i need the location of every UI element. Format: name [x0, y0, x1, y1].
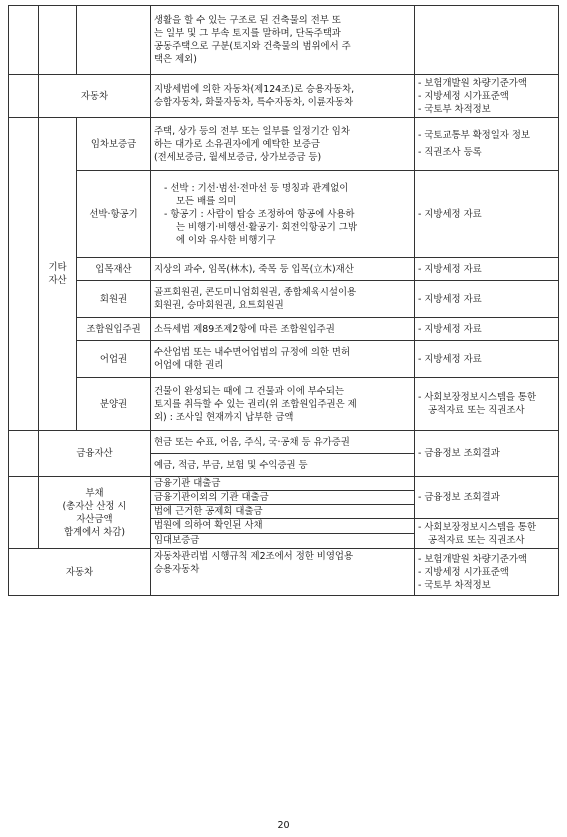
lease-deposit-description	[151, 118, 415, 171]
fishing-right-label: 어업권	[77, 341, 151, 378]
row-vehicle	[9, 75, 559, 118]
text-line: - 지방세정 시가표준액	[418, 90, 509, 102]
text-line: (전세보증금, 월세보증금, 상가보증금 등)	[154, 151, 322, 163]
text-line: - 지방세정 시가표준액	[418, 566, 509, 578]
union-member-description: 소득세법 제89조제2항에 따른 조합원입주권	[151, 318, 415, 341]
blank-cell	[9, 431, 39, 477]
text-line: - 보험개발원 차량기준가액	[418, 553, 527, 565]
financial-description-1: 현금 또는 수표, 어음, 주식, 국·공채 등 유가증권	[151, 431, 415, 454]
text-line: 자산	[48, 275, 67, 286]
pre-sale-label: 분양권	[77, 378, 151, 431]
standing-timber-description: 지상의 과수, 임목(林木), 죽목 등 입목(立木)재산	[151, 258, 415, 281]
union-member-source: - 지방세정 자료	[415, 318, 559, 341]
text-line: 골프회원권, 콘도미니엄회원권, 종합체육시설이용	[154, 287, 357, 298]
vehicle-sources	[415, 75, 559, 118]
ship-aircraft-description	[151, 171, 415, 258]
car-label: 자동차	[9, 549, 151, 596]
blank-cell	[77, 6, 151, 75]
text-line: 자산금액	[76, 513, 113, 525]
row-standing-timber	[9, 258, 559, 281]
text-line: 택은 제외)	[154, 54, 197, 65]
financial-source: - 금융정보 조회결과	[415, 431, 559, 477]
liability-item: 법에 근거한 공제회 대출금	[151, 505, 415, 519]
row-liability-1	[9, 477, 559, 491]
financial-label: 금융자산	[39, 431, 151, 477]
liability-item: 금융기관이외의 기관 대출금	[151, 491, 415, 505]
vehicle-label: 자동차	[39, 75, 151, 118]
liability-item: 법원에 의하여 확인된 사채	[151, 519, 415, 534]
text-line: 에 이와 유사한 비행기구	[176, 234, 276, 246]
car-description	[151, 549, 415, 596]
text-line: 주택, 상가 등의 전부 또는 일부를 일정기간 임차	[154, 125, 350, 137]
text-line: 는 일부 및 그 부속 토지를 말하며, 단독주택과	[154, 28, 341, 39]
text-line: 모든 배를 의미	[176, 195, 237, 207]
text-line: 부채	[85, 487, 104, 499]
text-line: - 선박 : 기선·범선·전마선 등 명칭과 관계없이	[164, 182, 349, 194]
row-car	[9, 549, 559, 596]
text-line: - 국토부 차적정보	[418, 103, 491, 115]
blank-cell	[9, 6, 39, 75]
text-line: 어업에 대한 권리	[154, 360, 224, 371]
text-line: 수산업법 또는 내수면어업법의 규정에 의한 면허	[154, 347, 351, 358]
row-pre-sale	[9, 378, 559, 431]
text-line: 는 비행기·비행선·활공기· 회전익항공기 그밖	[176, 221, 357, 233]
text-line: - 사회보장정보시스템을 통한	[418, 392, 537, 403]
fishing-right-description	[151, 341, 415, 378]
car-sources	[415, 549, 559, 596]
liabilities-source-1: - 금융정보 조회결과	[415, 477, 559, 519]
standing-timber-source: - 지방세정 자료	[415, 258, 559, 281]
text-line: - 보험개발원 차량기준가액	[418, 77, 527, 89]
blank-cell	[39, 6, 77, 75]
text-line: (총자산 산정 시	[62, 500, 127, 512]
fishing-right-source: - 지방세정 자료	[415, 341, 559, 378]
vehicle-description	[151, 75, 415, 118]
row-ship-aircraft	[9, 171, 559, 258]
text-line: - 국토교통부 확정일자 정보	[418, 130, 530, 141]
blank-cell	[9, 118, 39, 431]
text-line: 생활을 할 수 있는 구조로 된 건축물의 전부 또	[154, 15, 341, 26]
union-member-label: 조합원입주권	[77, 318, 151, 341]
ship-aircraft-source: - 지방세정 자료	[415, 171, 559, 258]
page-number: 20	[277, 820, 290, 831]
liability-item: 금융기관 대출금	[151, 477, 415, 491]
other-assets-group-label	[39, 118, 77, 431]
text-line: 건물이 완성되는 때에 그 건물과 이에 부수되는	[154, 385, 344, 397]
standing-timber-label: 입목재산	[77, 258, 151, 281]
text-line: 회원권, 승마회원권, 요트회원권	[154, 300, 284, 311]
liabilities-label	[39, 477, 151, 549]
text-line: 공적자료 또는 직권조사	[428, 534, 525, 546]
blank-cell	[9, 477, 39, 549]
text-line: 기타	[48, 262, 67, 273]
blank-cell	[9, 75, 39, 118]
text-line: 외) : 조사일 현재까지 납부한 금액	[154, 411, 294, 423]
text-line: 승용자동차	[154, 564, 200, 575]
row-financial-1	[9, 431, 559, 454]
row-union-member	[9, 318, 559, 341]
text-line: 토지를 취득할 수 있는 권리(위 조합원입주권은 제	[154, 398, 357, 410]
text-line: - 직권조사 등록	[418, 147, 482, 158]
text-line: 합계에서 차감)	[64, 526, 125, 538]
financial-description-2: 예금, 적금, 부금, 보험 및 수익증권 등	[151, 454, 415, 477]
membership-label: 회원권	[77, 281, 151, 318]
building-description	[151, 6, 415, 75]
text-line: 공적자료 또는 직권조사	[428, 405, 525, 416]
blank-cell	[415, 6, 559, 75]
membership-source: - 지방세정 자료	[415, 281, 559, 318]
text-line: 승합자동차, 화물자동차, 특수자동차, 이륜자동차	[154, 97, 354, 108]
text-line: 하는 대가로 소유권자에게 예탁한 보증금	[154, 138, 320, 150]
row-lease-deposit	[9, 118, 559, 171]
lease-deposit-sources	[415, 118, 559, 171]
text-line: 지방세법에 의한 자동차(제124조)로 승용자동차,	[154, 84, 355, 95]
lease-deposit-label: 임차보증금	[77, 118, 151, 171]
text-line: - 사회보장정보시스템을 통한	[418, 521, 537, 533]
row-fishing-right	[9, 341, 559, 378]
pre-sale-description	[151, 378, 415, 431]
row-building-continued	[9, 6, 559, 75]
text-line: 공동주택으로 구분(토지와 건축물의 범위에서 주	[154, 41, 351, 52]
text-line: 자동차관리법 시행규칙 제2조에서 정한 비영업용	[154, 551, 354, 562]
liability-item: 임대보증금	[151, 534, 415, 549]
text-line: - 항공기 : 사람이 탑승 조정하여 항공에 사용하	[164, 208, 355, 220]
asset-table	[8, 5, 559, 596]
membership-description	[151, 281, 415, 318]
text-line: - 국토부 차적정보	[418, 579, 491, 591]
liabilities-source-2	[415, 519, 559, 549]
pre-sale-sources	[415, 378, 559, 431]
ship-aircraft-label: 선박·항공기	[77, 171, 151, 258]
row-membership	[9, 281, 559, 318]
